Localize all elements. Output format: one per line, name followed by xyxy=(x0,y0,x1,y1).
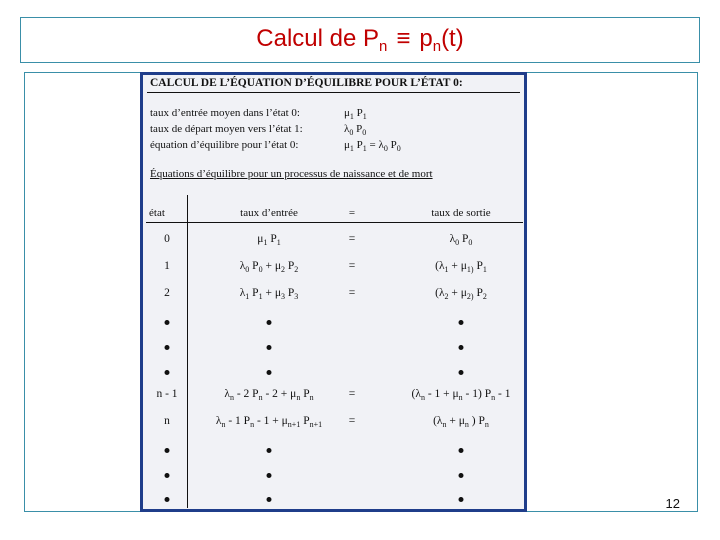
column-header-inflow: taux d’entrée xyxy=(240,207,298,219)
ellipsis-dot xyxy=(267,345,272,350)
table-cell-inflow: $\lambda_1$ $P_1 + \mu_3$ $P_3$ xyxy=(239,287,299,301)
definition-label-2: taux de départ moyen vers l’état 1: xyxy=(150,123,303,135)
title-prefix: Calcul de P xyxy=(256,25,379,52)
table-cell-eq: = xyxy=(348,287,356,299)
definition-label-3: équation d’équilibre pour l’état 0: xyxy=(150,139,299,151)
ellipsis-dot xyxy=(459,497,464,502)
table-cell-eq: = xyxy=(348,233,356,245)
table-cell-eq: = xyxy=(348,415,356,427)
ellipsis-dot xyxy=(459,320,464,325)
slide-title-box xyxy=(20,17,700,63)
ellipsis-dot xyxy=(267,370,272,375)
table-vertical-rule xyxy=(187,195,188,508)
table-cell-outflow: ($\lambda_n + \mu_n$ ) $P_n$ xyxy=(433,415,489,429)
ellipsis-dot xyxy=(459,448,464,453)
heading-rule xyxy=(147,92,520,93)
ellipsis-dot xyxy=(165,320,170,325)
definition-value-1: $\mu_1$ $P_1$ xyxy=(344,107,367,121)
definition-label-1: taux d’entrée moyen dans l’état 0: xyxy=(150,107,300,119)
table-cell-state: 0 xyxy=(164,233,170,245)
table-cell-state: n xyxy=(164,415,170,427)
table-header-rule xyxy=(146,222,523,223)
column-header-outflow: taux de sortie xyxy=(431,207,491,219)
ellipsis-dot xyxy=(165,473,170,478)
table-cell-state: n - 1 xyxy=(156,388,178,400)
table-cell-outflow: ($\lambda_2 + \mu_{2)}$ $P_2$ xyxy=(435,287,487,301)
column-header-equals: = xyxy=(348,207,356,219)
ellipsis-dot xyxy=(165,370,170,375)
ellipsis-dot xyxy=(267,497,272,502)
ellipsis-dot xyxy=(165,448,170,453)
scan-subheading: Équations d’équilibre pour un processus de naissance et de mort xyxy=(150,168,433,180)
ellipsis-dot xyxy=(459,370,464,375)
ellipsis-dot xyxy=(165,497,170,502)
slide-title xyxy=(256,25,463,55)
definition-value-3: $\mu_1$ $P_1 = \lambda_0$ $P_0$ xyxy=(344,139,401,153)
ellipsis-dot xyxy=(165,345,170,350)
table-cell-state: 2 xyxy=(164,287,170,299)
table-cell-outflow: $(\lambda_n - 1 + \mu_n - 1)$ $P_n - 1$ xyxy=(411,388,511,402)
scan-heading: CALCUL DE L’ÉQUATION D’ÉQUILIBRE POUR L’ÉTAT 0: xyxy=(150,77,463,89)
title-subscript-2: n xyxy=(432,38,442,55)
column-header-state: état xyxy=(149,207,165,219)
ellipsis-dot xyxy=(267,473,272,478)
table-cell-state: 1 xyxy=(164,260,170,272)
ellipsis-dot xyxy=(267,320,272,325)
ellipsis-dot xyxy=(459,345,464,350)
table-cell-inflow: $\lambda_n - 2$ $P_n - 2 + \mu_n$ $P_n$ xyxy=(224,388,314,402)
scanned-page-image xyxy=(140,72,527,512)
table-cell-inflow: $\lambda_n - 1$ $P_n - 1 + \mu_{n+1}$ $P_{n+1}$ xyxy=(215,415,323,429)
ellipsis-dot xyxy=(267,448,272,453)
table-cell-eq: = xyxy=(348,388,356,400)
title-suffix: (t) xyxy=(441,25,464,52)
table-cell-inflow: $\lambda_0$ $P_0 + \mu_2$ $P_2$ xyxy=(239,260,299,274)
table-cell-outflow: ($\lambda_1 + \mu_{1)}$ $P_1$ xyxy=(435,260,487,274)
table-cell-inflow: $\mu_1$ $P_1$ xyxy=(257,233,281,247)
ellipsis-dot xyxy=(459,473,464,478)
table-cell-outflow: $\lambda_0$ $P_0$ xyxy=(449,233,473,247)
page-number: 12 xyxy=(665,496,680,511)
definition-value-2: $\lambda_0$ $P_0$ xyxy=(344,123,367,137)
title-operator: ≡ xyxy=(396,25,411,52)
title-p: p xyxy=(419,25,433,52)
title-subscript-1: n xyxy=(379,38,388,55)
table-cell-eq: = xyxy=(348,260,356,272)
